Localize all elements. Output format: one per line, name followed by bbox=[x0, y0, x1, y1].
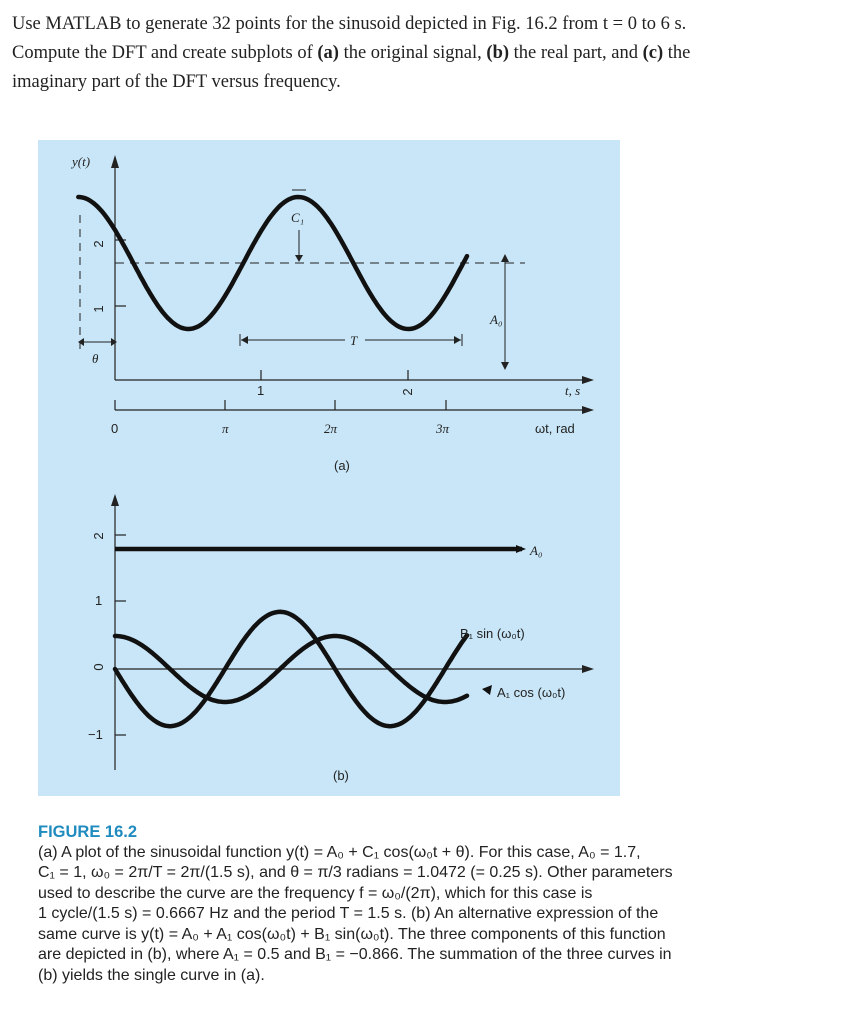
t-tick-label-1: 1 bbox=[257, 383, 265, 398]
caption-line-1: (a) A plot of the sinusoidal function y(t) = A₀ + C₁ cos(ω₀t + θ). For this case, A₀ = 1.7, bbox=[38, 843, 641, 861]
wt-tick-label-3pi: 3π bbox=[436, 421, 450, 436]
problem-line-2-mid1: the original signal, bbox=[338, 43, 487, 63]
c1-arrow-head-icon bbox=[295, 255, 303, 262]
a-y-axis-arrow-icon bbox=[111, 155, 119, 168]
wt-tick-label-pi: π bbox=[222, 421, 229, 436]
b-cos-arrow-icon bbox=[482, 685, 492, 695]
problem-line-2-mid2: the real part, and bbox=[509, 43, 643, 63]
wt-axis-label: ωt, rad bbox=[535, 421, 575, 436]
b-sin-label: B₁ sin (ω₀t) bbox=[460, 626, 525, 641]
caption-line-5: same curve is y(t) = A₀ + A₁ cos(ω₀t) + B₁ sin(ω₀t). The three components of this function bbox=[38, 925, 666, 943]
a-y-axis-label: y(t) bbox=[72, 154, 91, 169]
b-x-axis-arrow-icon bbox=[582, 665, 594, 673]
caption-line-6: are depicted in (b), where A₁ = 0.5 and B₁ = −0.866. The summation of the three curves in bbox=[38, 946, 672, 963]
wt-axis-arrow-icon bbox=[582, 406, 594, 414]
b-a0-arrow-icon bbox=[516, 545, 526, 553]
problem-line-2-post: the bbox=[663, 43, 691, 63]
b-a0-label: A₀ bbox=[530, 543, 543, 558]
a0-label: A₀ bbox=[490, 312, 503, 327]
figure-caption bbox=[38, 822, 828, 986]
caption-line-4: 1 cycle/(1.5 s) = 0.6667 Hz and the period T = 1.5 s. (b) An alternative expression of the bbox=[38, 905, 659, 922]
tag-c: (c) bbox=[642, 43, 664, 63]
t-axis-arrow-icon bbox=[582, 376, 594, 384]
wt-tick-label-2pi: 2π bbox=[324, 421, 338, 436]
tag-a: (a) bbox=[317, 43, 339, 63]
t-tick-label-2: 2 bbox=[400, 388, 415, 396]
caption-line-3: used to describe the curve are the frequency f = ω₀/(2π), which for this case is bbox=[38, 884, 593, 902]
b-y-tick-label-1: 1 bbox=[95, 593, 103, 608]
b-y-tick-label-0: 0 bbox=[91, 663, 106, 671]
b-y-tick-label-m1: −1 bbox=[88, 727, 103, 742]
caption-line-7: (b) yields the single curve in (a). bbox=[38, 966, 265, 984]
theta-label: θ bbox=[92, 351, 99, 366]
panel-a-label: (a) bbox=[334, 458, 350, 473]
t-axis-label: t, s bbox=[565, 383, 581, 398]
a-y-tick-label-1: 1 bbox=[91, 305, 106, 313]
caption-title: FIGURE 16.2 bbox=[38, 823, 138, 841]
problem-line-1: Use MATLAB to generate 32 points for the sinusoid depicted in Fig. 16.2 from t = 0 to 6 s. bbox=[12, 14, 687, 34]
b-cos-label: A₁ cos (ω₀t) bbox=[497, 685, 566, 700]
b-y-tick-label-2: 2 bbox=[91, 532, 106, 540]
caption-line-2: C₁ = 1, ω₀ = 2π/T = 2π/(1.5 s), and θ = π/3 radians = 1.0472 (= 0.25 s). Other parameters bbox=[38, 864, 673, 881]
b-y-axis-arrow-icon bbox=[111, 494, 119, 506]
problem-line-2-pre: Compute the DFT and create subplots of bbox=[12, 43, 318, 63]
a-y-tick-label-2: 2 bbox=[91, 240, 106, 248]
wt-tick-label-0: 0 bbox=[111, 421, 119, 436]
problem-line-3: imaginary part of the DFT versus frequency. bbox=[12, 72, 341, 92]
period-label: T bbox=[350, 333, 358, 348]
c1-label: C₁ bbox=[291, 210, 305, 225]
tag-b: (b) bbox=[486, 43, 510, 63]
panel-b-label: (b) bbox=[333, 768, 349, 783]
